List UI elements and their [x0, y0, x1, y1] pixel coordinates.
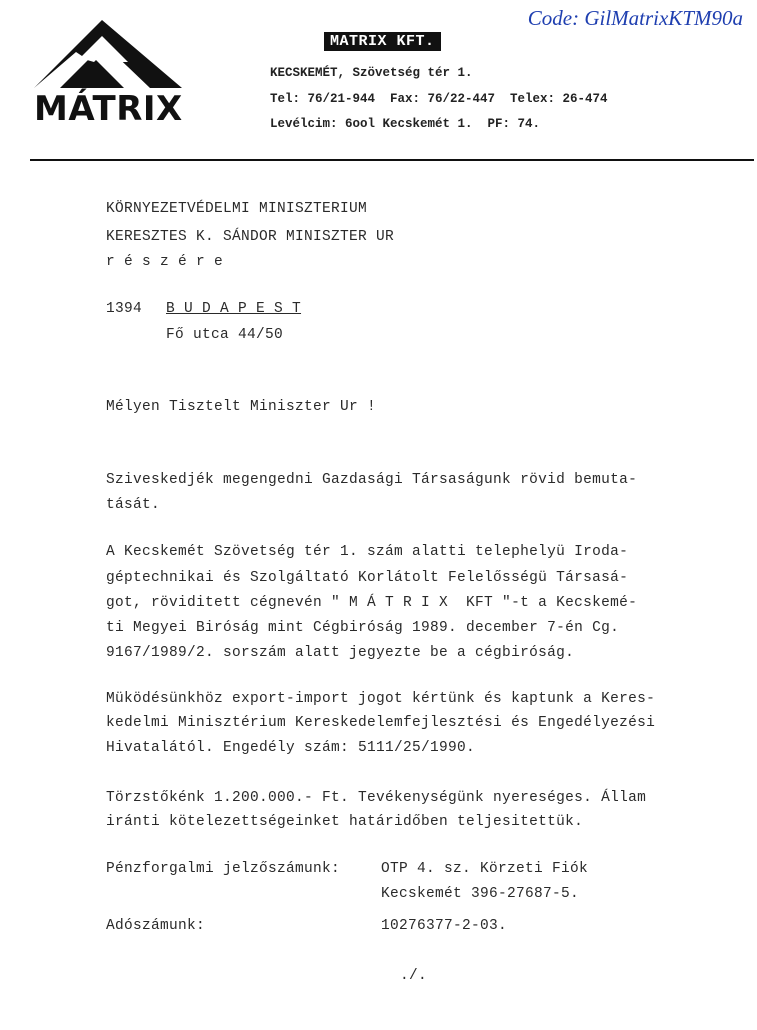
- bank-value-1: OTP 4. sz. Körzeti Fiók: [381, 861, 589, 877]
- paragraph-2-line: 9167/1989/2. sorszám alatt jegyezte be a cégbiróság.: [106, 645, 575, 661]
- salutation: Mélyen Tisztelt Miniszter Ur !: [106, 399, 377, 415]
- paragraph-1-line: Sziveskedjék megengedni Gazdasági Társaságunk rövid bemuta-: [106, 472, 638, 488]
- bank-value-2: Kecskemét 396-27687-5.: [381, 886, 580, 902]
- recipient-postcode: 1394: [106, 301, 143, 317]
- header-divider: [30, 159, 754, 161]
- recipient-line-1: KÖRNYEZETVÉDELMI MINISZTERIUM: [106, 201, 368, 217]
- paragraph-4-line: Törzstőkénk 1.200.000.- Ft. Tevékenységünk nyereséges. Állam: [106, 790, 647, 806]
- paragraph-4-line: iránti kötelezettségeinket határidőben teljesitettük.: [106, 814, 584, 830]
- recipient-line-2: KERESZTES K. SÁNDOR MINISZTER UR: [106, 229, 395, 245]
- paragraph-3-line: Hivatalától. Engedély szám: 5111/25/1990.: [106, 740, 476, 756]
- paragraph-2-line: géptechnikai és Szolgáltató Korlátolt Felelősségü Társasá-: [106, 570, 629, 586]
- recipient-line-3: r é s z é r e: [106, 254, 224, 270]
- recipient-city: B U D A P E S T: [166, 301, 302, 317]
- company-name-box: MATRIX KFT.: [324, 32, 441, 51]
- paragraph-2-line: ti Megyei Biróság mint Cégbiróság 1989. december 7-én Cg.: [106, 620, 620, 636]
- paragraph-2-line: A Kecskemét Szövetség tér 1. szám alatti telephelyü Iroda-: [106, 544, 629, 560]
- logo-wordmark: MÁTRIX: [34, 89, 183, 129]
- paragraph-2-line: got, röviditett cégnevén " M Á T R I X KFT "-t a Kecskemé-: [106, 595, 638, 611]
- phone-line: Tel: 76/21-944 Fax: 76/22-447 Telex: 26-474: [270, 92, 608, 106]
- tax-value: 10276377-2-03.: [381, 918, 508, 934]
- mail-line: Levélcim: 6ool Kecskemét 1. PF: 74.: [270, 117, 541, 131]
- recipient-street: Fő utca 44/50: [166, 327, 284, 343]
- bank-label: Pénzforgalmi jelzőszámunk:: [106, 861, 341, 877]
- paragraph-3-line: kedelmi Minisztérium Kereskedelemfejlesztési és Engedélyezési: [106, 715, 656, 731]
- paragraph-3-line: Müködésünkhöz export-import jogot kértünk és kaptunk a Keres-: [106, 691, 656, 707]
- paragraph-1-line: tását.: [106, 497, 161, 513]
- tax-label: Adószámunk:: [106, 918, 206, 934]
- document-code-label: Code: GilMatrixKTM90a: [527, 6, 743, 30]
- continuation-mark: ./.: [400, 968, 428, 984]
- address-line: KECSKEMÉT, Szövetség tér 1.: [270, 66, 473, 80]
